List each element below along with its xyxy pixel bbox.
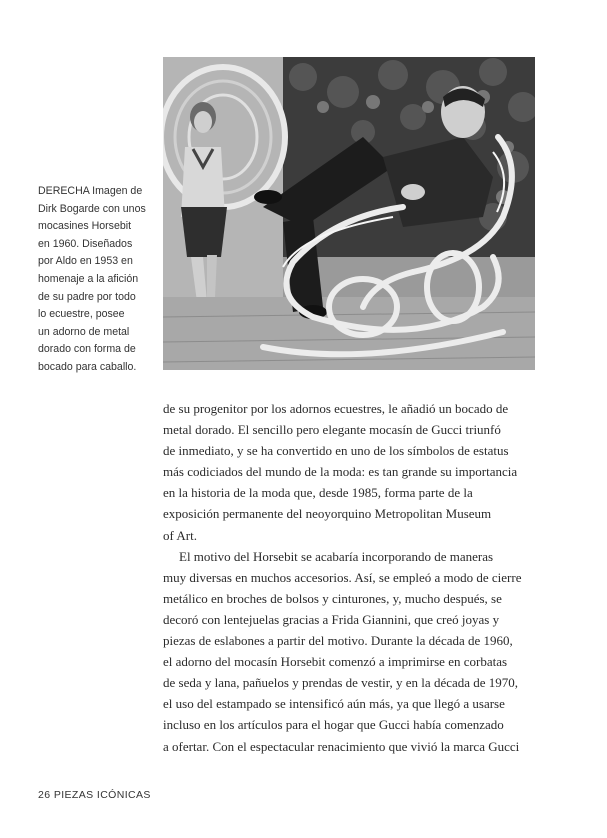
caption-line: mocasines Horsebit: [38, 220, 132, 233]
section-title: PIEZAS ICÓNICAS: [53, 789, 151, 801]
caption-line: dorado con forma de: [38, 343, 136, 356]
caption-line: por Aldo en 1953 en: [38, 255, 133, 268]
caption-line: un adorno de metal: [38, 325, 130, 338]
text-line: metálico en broches de bolsos y cinturones, y, mucho después, se: [163, 590, 502, 606]
page-footer: [38, 789, 151, 801]
text-line: exposición permanente del neoyorquino Metropolitan Museum: [163, 506, 492, 522]
text-line: metal dorado. El sencillo pero elegante mocasín de Gucci triunfó: [163, 422, 501, 438]
caption-line: lo ecuestre, posee: [38, 308, 125, 321]
text-line: decoró con lentejuelas gracias a Frida Giannini, que creó joyas y: [163, 611, 500, 627]
text-line: más codiciados del mundo de la moda: es tan grande su importancia: [163, 464, 518, 480]
text-line: de inmediato, y se ha convertido en uno de los símbolos de estatus: [163, 443, 509, 459]
caption-line: homenaje a la afición: [38, 272, 139, 285]
caption-line: de su padre por todo: [38, 290, 136, 303]
text-line: piezas de eslabones a partir del motivo. Durante la década de 1960,: [163, 633, 513, 649]
text-line: a ofertar. Con el espectacular renacimiento que vivió la marca Gucci: [163, 738, 520, 754]
paragraph-2: [163, 546, 553, 757]
text-line: en la historia de la moda que, desde 1985, forma parte de la: [163, 485, 473, 501]
photo-caption: [38, 183, 163, 377]
text-line: El motivo del Horsebit se acabaría incorporando de maneras: [179, 548, 494, 564]
text-line: el uso del estampado se intensificó aún más, ya que llegó a usarse: [163, 696, 505, 712]
caption-line: Dirk Bogarde con unos: [38, 202, 146, 215]
caption-line: bocado para caballo.: [38, 360, 137, 373]
text-line: de su progenitor por los adornos ecuestres, le añadió un bocado de: [163, 401, 509, 416]
text-line: of Art.: [163, 527, 197, 543]
body-text: [163, 398, 553, 757]
text-line: incluso en los artículos para el hogar que Gucci había comenzado: [163, 717, 504, 733]
paragraph-1: [163, 398, 553, 546]
text-line: el adorno del mocasín Horsebit comenzó a imprimirse en corbatas: [163, 654, 508, 670]
text-line: muy diversas en muchos accesorios. Así, se empleó a modo de cierre: [163, 569, 522, 585]
photo-dirk-bogarde-rocking-chair: [163, 57, 535, 370]
page-number: 26: [38, 789, 51, 801]
text-line: de seda y lana, pañuelos y prendas de vestir, y en la década de 1970,: [163, 675, 519, 691]
caption-line: en 1960. Diseñados: [38, 237, 133, 250]
caption-line: DERECHA Imagen de: [38, 185, 143, 197]
